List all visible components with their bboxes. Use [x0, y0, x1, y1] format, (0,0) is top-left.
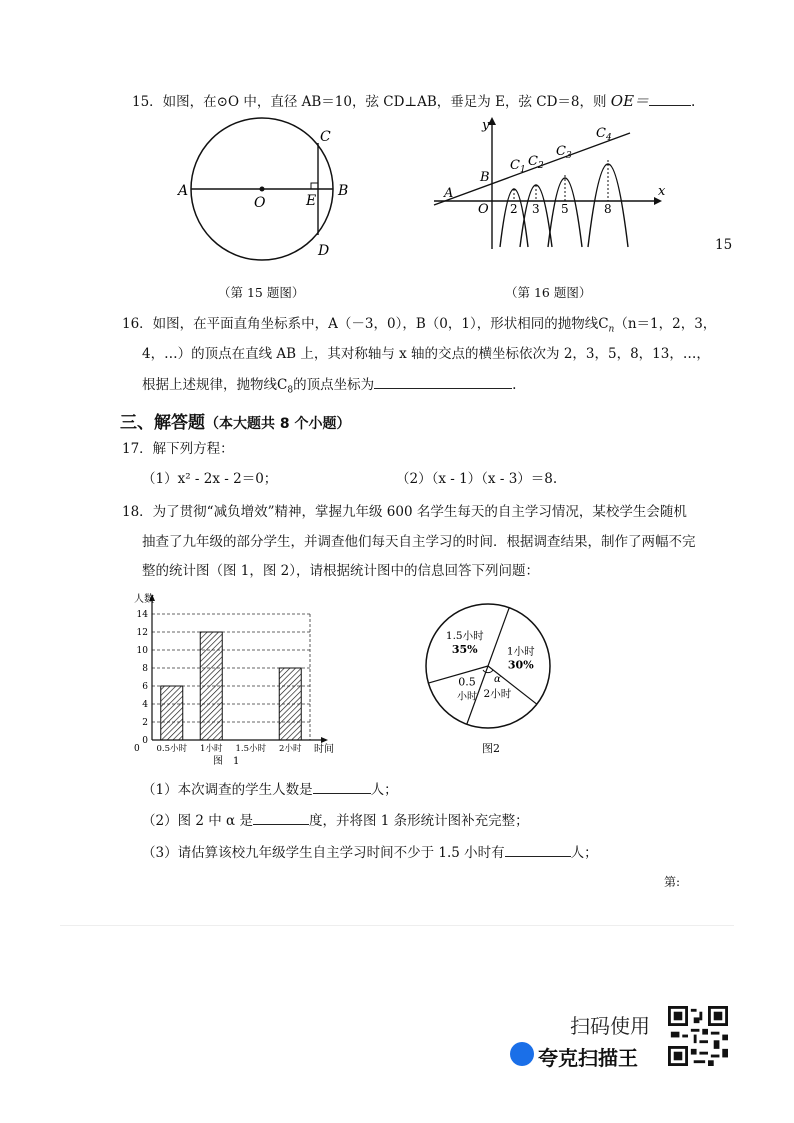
q18-line1: 18．为了贯彻“减负增效”精神，掌握九年级 600 名学生每天的自主学习情况，某校学生会随机: [122, 504, 687, 520]
q15-figure: [170, 115, 350, 275]
chart-title: 图 1: [213, 756, 240, 767]
x-tick-label: 2小时: [279, 744, 302, 754]
label-b16: B: [480, 170, 490, 185]
q18-sub1: [142, 781, 398, 798]
scan-label: 扫码使用: [570, 1014, 650, 1038]
bar: [161, 686, 183, 740]
q16-answer-blank[interactable]: [374, 376, 512, 389]
y-tick-label: 12: [136, 628, 148, 638]
side-mark: 15: [715, 237, 733, 253]
q15-stem: 15．如图，在⊙O 中，直径 AB＝10，弦 CD⊥AB，垂足为 E，弦 CD＝8，则: [132, 94, 611, 110]
section-3-heading: 三、解答题: [120, 413, 205, 433]
q18-line2: 抽查了九年级的部分学生，并调查他们每天自主学习的时间．根据调查结果，制作了两幅不完: [142, 534, 696, 550]
alpha-arc: [483, 670, 493, 673]
q18-sub2-pre: （2）图 2 中 α 是: [142, 813, 253, 829]
q16-caption: （第 16 题图）: [505, 285, 592, 300]
q17-title: 17．解下列方程：: [122, 441, 234, 457]
q15-caption: （第 15 题图）: [218, 285, 305, 300]
y-tick-label: 14: [136, 610, 148, 620]
tick-5: 5: [561, 202, 569, 216]
q18-sub1-post: 人；: [370, 782, 398, 798]
quark-logo-icon: [510, 1042, 534, 1066]
x-axis-arrow: [321, 737, 328, 743]
label-e: E: [306, 193, 317, 209]
pie-slice-value: 35%: [451, 643, 478, 657]
pie-slice-label: 小时: [457, 691, 478, 703]
q18-sub1-blank[interactable]: [313, 781, 371, 794]
pie-slice-label: 0.5: [458, 675, 476, 689]
q15-oe: OE＝: [610, 92, 650, 110]
page-divider: [60, 925, 734, 926]
section-3-title: [120, 408, 351, 433]
bar: [200, 632, 222, 740]
y-tick-label: 2: [142, 718, 148, 728]
label-c3: $C_3$: [556, 144, 572, 161]
q15-answer-blank[interactable]: [649, 93, 691, 106]
label-o16: O: [478, 202, 489, 217]
y-tick-label: 10: [136, 646, 148, 656]
y-tick-label: 6: [142, 682, 148, 692]
x-tick-label: 1.5小时: [235, 744, 267, 754]
q16-line3-end: 的顶点坐标为: [293, 377, 375, 393]
pie-slice-value: 30%: [507, 658, 534, 672]
q17-part1: （1）x² - 2x - 2＝0；: [142, 471, 278, 487]
q16-line3-sub: 8: [287, 385, 294, 396]
q16-figure: [430, 115, 670, 255]
y-tick-label: 8: [142, 664, 148, 674]
label-y: y: [482, 118, 490, 133]
q18-sub3-blank[interactable]: [505, 844, 571, 857]
x-tick-label: 1小时: [200, 744, 223, 754]
label-a16: A: [444, 186, 454, 201]
x-tick-label: 0.5小时: [156, 744, 188, 754]
x-axis-title: 时间: [314, 744, 334, 755]
bar: [279, 668, 301, 740]
y-tick-label: 0: [142, 736, 148, 746]
pie-chart: [420, 600, 570, 768]
q16-line3-text: 根据上述规律，抛物线C: [142, 377, 288, 393]
q18-line3: 整的统计图（图 1，图 2），请根据统计图中的信息回答下列问题：: [142, 563, 540, 579]
q15-end: .: [691, 94, 696, 110]
tick-2: 2: [510, 202, 518, 216]
label-c: C: [320, 129, 331, 145]
center-dot: [260, 187, 265, 192]
page-mark: 第:: [664, 875, 681, 889]
q16-line2: 4，…）的顶点在直线 AB 上，其对称轴与 x 轴的交点的横坐标依次为 2，3，5，8，13，…，: [142, 346, 710, 362]
q18-sub2-post: 度，并将图 1 条形统计图补充完整；: [308, 813, 529, 829]
label-c1: $C_1$: [510, 158, 526, 175]
qr-code-icon[interactable]: [668, 1006, 728, 1066]
pie-slice-label: 1.5小时: [445, 630, 484, 643]
origin-label: 0: [134, 744, 140, 754]
q16-line3: [142, 376, 516, 396]
pie-slice-label: 1小时: [506, 645, 535, 658]
brand-label: 夸克扫描王: [538, 1046, 638, 1070]
y-axis-title: 人数: [134, 594, 154, 605]
scanner-watermark: [510, 1000, 740, 1080]
label-d: D: [318, 243, 330, 259]
pie-slice-label: 2小时: [483, 687, 512, 700]
alpha-label: α: [494, 674, 501, 685]
q18-sub2: [142, 812, 529, 829]
q16-end: .: [512, 377, 517, 393]
tick-3: 3: [532, 202, 540, 216]
q18-sub3-post: 人；: [570, 845, 598, 861]
right-angle-mark: [311, 183, 318, 189]
bar-chart: [130, 590, 350, 768]
q15-text: [132, 92, 695, 110]
y-tick-label: 4: [142, 700, 148, 710]
q18-sub3-pre: （3）请估算该校九年级学生自主学习时间不少于 1.5 小时有: [142, 845, 505, 861]
q18-sub1-pre: （1）本次调查的学生人数是: [142, 782, 313, 798]
label-a: A: [178, 183, 189, 199]
q18-sub3: [142, 844, 598, 861]
q18-sub2-blank[interactable]: [253, 812, 309, 825]
pie-title: 图2: [482, 742, 500, 755]
label-o: O: [254, 195, 266, 211]
tick-8: 8: [604, 202, 612, 216]
label-b: B: [338, 183, 349, 199]
label-c2: $C_2$: [528, 154, 544, 171]
q16-line1: [122, 316, 716, 335]
section-3-note: （本大题共 8 个小题）: [205, 416, 351, 432]
q16-line1-text: 16．如图，在平面直角坐标系中，A（－3，0），B（0，1），形状相同的抛物线C: [122, 316, 609, 332]
q17-part2: （2）（x - 1）（x - 3）＝8.: [396, 471, 558, 487]
label-c4: $C_4$: [596, 126, 612, 143]
q16-line1-sub: n: [608, 324, 615, 335]
label-x: x: [658, 184, 666, 199]
line-ab: [434, 133, 630, 205]
q16-line1-end: （n＝1，2，3，: [614, 316, 717, 332]
